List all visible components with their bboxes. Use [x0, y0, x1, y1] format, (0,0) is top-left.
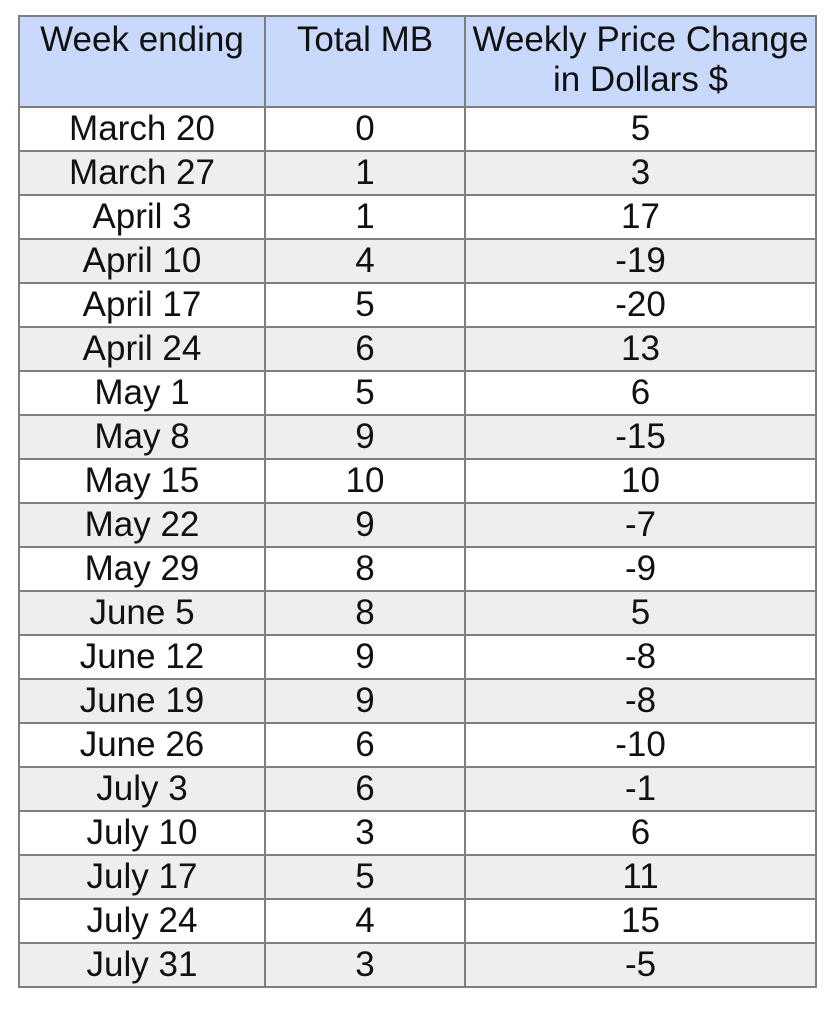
table-row [19, 899, 816, 943]
cell-price-change: -1 [465, 767, 816, 811]
cell-week-ending: May 15 [19, 459, 265, 503]
table-row [19, 107, 816, 151]
table-body [19, 107, 816, 987]
header-week-ending: Week ending [19, 16, 265, 107]
cell-total-mb: 9 [265, 635, 465, 679]
cell-week-ending: May 1 [19, 371, 265, 415]
cell-week-ending: April 24 [19, 327, 265, 371]
cell-total-mb: 4 [265, 899, 465, 943]
cell-week-ending: July 31 [19, 943, 265, 987]
cell-price-change: -10 [465, 723, 816, 767]
cell-week-ending: June 19 [19, 679, 265, 723]
cell-price-change: -20 [465, 283, 816, 327]
cell-week-ending: May 8 [19, 415, 265, 459]
table-header [19, 16, 816, 107]
table-row [19, 635, 816, 679]
table-row [19, 547, 816, 591]
cell-total-mb: 6 [265, 327, 465, 371]
table-row [19, 151, 816, 195]
table-row [19, 723, 816, 767]
table-row [19, 679, 816, 723]
cell-price-change: 11 [465, 855, 816, 899]
cell-total-mb: 3 [265, 811, 465, 855]
table-row [19, 415, 816, 459]
cell-price-change: -15 [465, 415, 816, 459]
cell-price-change: 15 [465, 899, 816, 943]
cell-price-change: -9 [465, 547, 816, 591]
cell-week-ending: March 27 [19, 151, 265, 195]
table-row [19, 503, 816, 547]
table-row [19, 811, 816, 855]
table-row [19, 327, 816, 371]
cell-total-mb: 0 [265, 107, 465, 151]
cell-week-ending: April 10 [19, 239, 265, 283]
cell-price-change: 13 [465, 327, 816, 371]
cell-week-ending: May 29 [19, 547, 265, 591]
cell-total-mb: 9 [265, 679, 465, 723]
cell-week-ending: July 3 [19, 767, 265, 811]
header-weekly-price-change: Weekly Price Change in Dollars $ [465, 16, 816, 107]
cell-week-ending: June 12 [19, 635, 265, 679]
cell-total-mb: 3 [265, 943, 465, 987]
cell-total-mb: 5 [265, 371, 465, 415]
table-row [19, 591, 816, 635]
cell-price-change: 5 [465, 107, 816, 151]
cell-week-ending: July 17 [19, 855, 265, 899]
cell-total-mb: 9 [265, 503, 465, 547]
cell-total-mb: 6 [265, 723, 465, 767]
cell-total-mb: 10 [265, 459, 465, 503]
cell-total-mb: 9 [265, 415, 465, 459]
cell-total-mb: 6 [265, 767, 465, 811]
cell-total-mb: 1 [265, 195, 465, 239]
cell-week-ending: July 10 [19, 811, 265, 855]
cell-week-ending: April 17 [19, 283, 265, 327]
cell-price-change: 6 [465, 811, 816, 855]
cell-total-mb: 8 [265, 591, 465, 635]
table-row [19, 239, 816, 283]
cell-total-mb: 4 [265, 239, 465, 283]
cell-week-ending: June 5 [19, 591, 265, 635]
cell-price-change: 17 [465, 195, 816, 239]
cell-total-mb: 1 [265, 151, 465, 195]
cell-price-change: 6 [465, 371, 816, 415]
cell-week-ending: April 3 [19, 195, 265, 239]
cell-price-change: -19 [465, 239, 816, 283]
cell-week-ending: March 20 [19, 107, 265, 151]
cell-week-ending: July 24 [19, 899, 265, 943]
table-row [19, 855, 816, 899]
cell-week-ending: June 26 [19, 723, 265, 767]
cell-price-change: 10 [465, 459, 816, 503]
table-row [19, 371, 816, 415]
cell-price-change: 3 [465, 151, 816, 195]
table-row [19, 195, 816, 239]
table-row [19, 283, 816, 327]
cell-price-change: -8 [465, 635, 816, 679]
cell-price-change: -7 [465, 503, 816, 547]
header-row [19, 16, 816, 107]
header-total-mb: Total MB [265, 16, 465, 107]
weekly-data-table [18, 15, 817, 988]
cell-week-ending: May 22 [19, 503, 265, 547]
cell-total-mb: 8 [265, 547, 465, 591]
cell-price-change: -5 [465, 943, 816, 987]
table-row [19, 943, 816, 987]
cell-price-change: 5 [465, 591, 816, 635]
cell-total-mb: 5 [265, 283, 465, 327]
cell-price-change: -8 [465, 679, 816, 723]
cell-total-mb: 5 [265, 855, 465, 899]
table-row [19, 459, 816, 503]
table-row [19, 767, 816, 811]
